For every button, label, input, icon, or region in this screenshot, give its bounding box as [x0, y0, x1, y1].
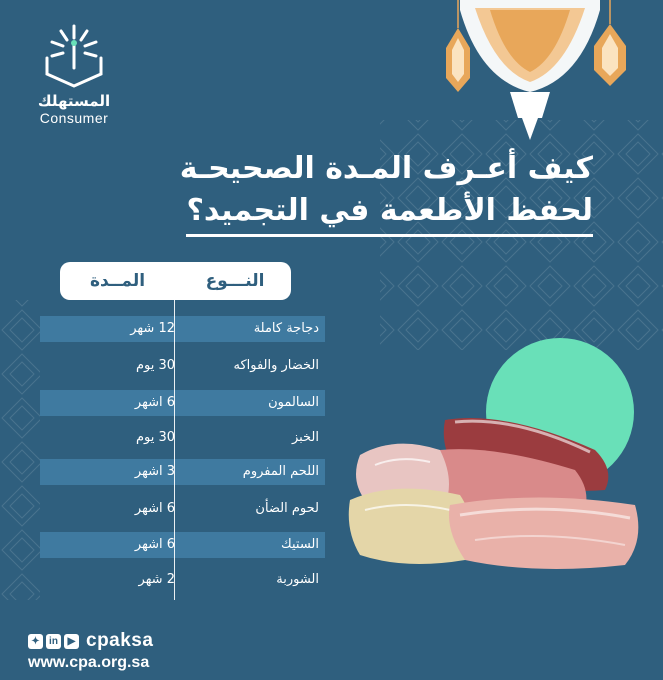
row-type: الخضار والفواكه: [233, 358, 319, 373]
table-row: [40, 532, 325, 558]
row-type: دجاجة كاملة: [253, 321, 319, 336]
row-duration: 6 اشهر: [134, 395, 175, 410]
row-duration: 30 يوم: [135, 430, 175, 445]
table-row: [40, 353, 325, 379]
twitter-icon[interactable]: ✦: [28, 634, 43, 649]
youtube-icon[interactable]: ▶: [64, 634, 79, 649]
social-handle[interactable]: cpaksa: [86, 630, 154, 651]
brand-name-english: Consumer: [39, 110, 109, 126]
row-type: السالمون: [268, 395, 319, 410]
row-duration: 30 يوم: [135, 358, 175, 373]
table-row: [40, 567, 325, 593]
row-type: اللحم المفروم: [242, 464, 319, 479]
title-line-1: كيف أعـرف المـدة الصحيحـة: [179, 151, 593, 186]
row-type: الخبز: [291, 430, 319, 445]
brand-name-arabic: المستهلك: [37, 92, 111, 110]
row-duration: 6 اشهر: [134, 537, 175, 552]
row-type: لحوم الضأن: [255, 501, 319, 516]
frozen-meat-illustration: [345, 410, 645, 575]
row-duration: 3 اشهر: [134, 464, 175, 479]
footer: [28, 630, 153, 672]
table-row: [40, 425, 325, 451]
table-row: [40, 316, 325, 342]
consumer-logo-icon: [39, 22, 109, 90]
website-link[interactable]: www.cpa.org.sa: [28, 654, 150, 671]
header-type: النـــوع: [205, 271, 265, 291]
table-row: [40, 390, 325, 416]
table-row: [40, 459, 325, 485]
column-divider: [174, 262, 175, 600]
social-row: [28, 630, 153, 652]
lanterns-decoration: [430, 0, 663, 160]
linkedin-icon[interactable]: in: [46, 634, 61, 649]
page-title: [180, 148, 593, 237]
row-type: الشوربة: [276, 572, 319, 587]
row-duration: 2 شهر: [138, 572, 175, 587]
table-row: [40, 496, 325, 522]
brand-logo: [28, 22, 120, 126]
header-duration: المــدة: [89, 271, 146, 291]
table-header: [60, 262, 291, 300]
row-duration: 12 شهر: [130, 321, 175, 336]
title-line-2: لحفظ الأطعمة في التجميد؟: [186, 190, 593, 237]
center-lantern: [460, 0, 600, 140]
row-duration: 6 اشهر: [134, 501, 175, 516]
row-type: الستيك: [281, 537, 319, 552]
